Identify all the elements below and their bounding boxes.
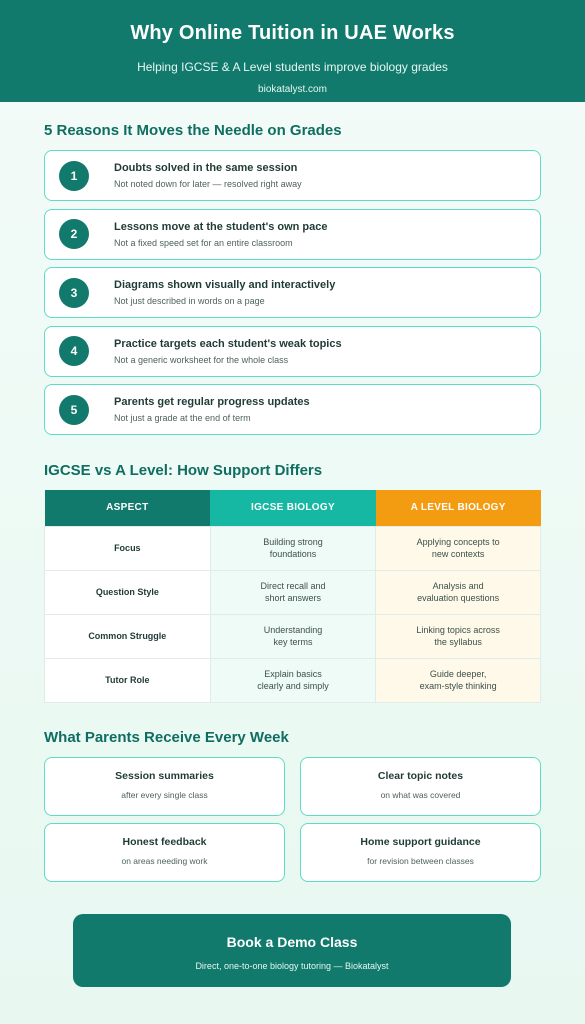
book-demo-cta[interactable] <box>73 914 511 987</box>
page-header <box>0 0 585 102</box>
weekly-card <box>44 757 285 816</box>
cell-line: key terms <box>273 637 313 647</box>
weekly-card <box>300 823 541 882</box>
igcse-cell <box>210 570 376 614</box>
card-title: Home support guidance <box>360 836 481 848</box>
reason-title: Lessons move at the student's own pace <box>114 220 328 233</box>
reason-card <box>44 384 541 435</box>
site-url: biokatalyst.com <box>258 84 327 95</box>
reasons-title: 5 Reasons It Moves the Needle on Grades <box>44 122 342 139</box>
igcse-cell <box>210 526 376 570</box>
reason-subtitle: Not a fixed speed set for an entire classroom <box>114 237 293 248</box>
aspect-cell: Tutor Role <box>45 658 211 702</box>
cell-line: Analysis and <box>432 580 484 591</box>
card-subtitle: for revision between classes <box>367 856 474 866</box>
cell-line: Linking topics across <box>416 624 500 635</box>
aspect-cell: Question Style <box>45 570 211 614</box>
alevel-cell <box>376 658 541 702</box>
reason-number: 3 <box>59 278 89 308</box>
card-subtitle: after every single class <box>121 790 208 800</box>
cell-line: foundations <box>269 549 317 559</box>
alevel-cell <box>376 614 541 658</box>
reason-subtitle: Not just described in words on a page <box>114 296 265 306</box>
aspect-cell: Focus <box>45 526 211 570</box>
reason-title: Doubts solved in the same session <box>114 162 298 174</box>
aspect-cell: Common Struggle <box>45 614 211 658</box>
card-subtitle: on what was covered <box>380 790 461 800</box>
reason-title: Practice targets each student's weak topics <box>114 337 342 350</box>
reason-card <box>44 209 541 260</box>
reason-subtitle: Not a generic worksheet for the whole class <box>114 354 289 365</box>
column-header-igcse: IGCSE BIOLOGY <box>210 490 376 526</box>
comparison-table <box>44 490 541 703</box>
reason-card <box>44 267 541 318</box>
table-row <box>45 570 541 614</box>
alevel-cell <box>376 526 541 570</box>
alevel-cell <box>376 570 541 614</box>
page-title: Why Online Tuition in UAE Works <box>130 22 455 44</box>
cell-line: Building strong <box>263 536 323 547</box>
cell-line: Understanding <box>263 624 323 635</box>
cell-line: Explain basics <box>264 668 322 679</box>
reason-subtitle: Not just a grade at the end of term <box>114 413 251 423</box>
reason-card <box>44 326 541 377</box>
table-row <box>45 614 541 658</box>
cell-line: evaluation questions <box>417 593 500 603</box>
reason-number: 1 <box>59 161 89 191</box>
weekly-card <box>300 757 541 816</box>
reason-number: 2 <box>59 219 89 249</box>
reason-number: 5 <box>59 395 89 425</box>
cell-line: clearly and simply <box>257 681 329 691</box>
igcse-cell <box>210 614 376 658</box>
weekly-title: What Parents Receive Every Week <box>44 729 289 746</box>
cta-subtitle: Direct, one-to-one biology tutoring — Biokatalyst <box>195 961 389 971</box>
page-subtitle: Helping IGCSE & A Level students improve biology grades <box>137 60 448 74</box>
card-title: Honest feedback <box>122 836 207 848</box>
reason-subtitle: Not noted down for later — resolved right away <box>114 179 302 189</box>
table-row <box>45 526 541 570</box>
card-title: Session summaries <box>115 770 214 782</box>
cell-line: short answers <box>264 593 321 603</box>
igcse-cell <box>210 658 376 702</box>
column-header-aspect: ASPECT <box>45 490 211 526</box>
reasons-list <box>44 150 541 443</box>
weekly-card <box>44 823 285 882</box>
reason-number: 4 <box>59 336 89 366</box>
reason-card <box>44 150 541 201</box>
cell-line: the syllabus <box>434 637 482 647</box>
column-header-alevel: A LEVEL BIOLOGY <box>376 490 541 526</box>
card-title: Clear topic notes <box>377 770 464 782</box>
cell-line: exam-style thinking <box>419 681 497 691</box>
cell-line: Guide deeper, <box>429 668 487 679</box>
cell-line: Applying concepts to <box>416 536 500 547</box>
cell-line: new contexts <box>431 549 485 559</box>
cta-title: Book a Demo Class <box>226 934 358 950</box>
comparison-title: IGCSE vs A Level: How Support Differs <box>44 462 323 479</box>
card-subtitle: on areas needing work <box>121 856 208 866</box>
table-row <box>45 658 541 702</box>
cell-line: Direct recall and <box>260 580 326 591</box>
reason-title: Diagrams shown visually and interactively <box>114 279 336 291</box>
reason-title: Parents get regular progress updates <box>114 396 310 408</box>
